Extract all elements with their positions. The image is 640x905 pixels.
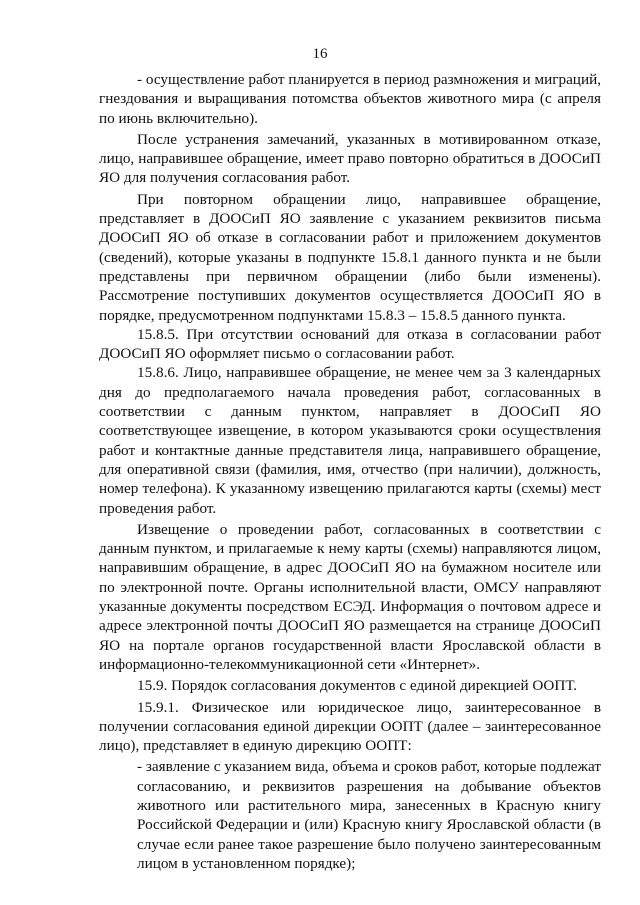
page-number: 16 [312, 46, 328, 62]
paragraph-repeat-request-right: После устранения замечаний, указанных в мотивированном отказе, лицо, направившее обращение, имеет право повторно обратиться в ДООСиП ЯО для получения согласования работ. [99, 130, 601, 187]
paragraph-notice-delivery: Извещение о проведении работ, согласованных в соответствии с данным пунктом, и прилагаемые к нему карты (схемы) направляются лицом, направившим обращение, в адрес ДООСиП ЯО на бумажном носителе или по электронной почте. Органы исполнительной власти, ОМСУ направляют указанные документы посредством ЕСЭД. Информация о почтовом адресе и адресе электронной почты ДООСиП ЯО размещается на странице ДООСиП ЯО на портале органов государственной власти Ярославской области в информационно-телекоммуникационной сети «Интернет». [99, 520, 601, 673]
document-body [99, 70, 601, 873]
paragraph-15-8-5: 15.8.5. При отсутствии оснований для отказа в согласовании работ ДООСиП ЯО оформляет письмо о согласовании работ. [99, 325, 601, 363]
paragraph-application-requirements: - заявление с указанием вида, объема и сроков работ, которые подлежат согласованию, и реквизитов разрешения на добывание объектов животного или растительного мира, занесенных в Красную книгу Российской Федерации и (или) Красную книгу Ярославской области (в случае если ранее такое разрешение было получено заинтересованным лицом в установленном порядке); [137, 758, 601, 872]
paragraph-repeat-request-procedure: При повторном обращении лицо, направившее обращение, представляет в ДООСиП ЯО заявление с указанием реквизитов письма ДООСиП ЯО об отказе в согласовании работ и приложением документов (сведений), которые указаны в подпункте 15.8.1 данного пункта и не были представлены при первичном обращении (либо были изменены). Рассмотрение поступивших документов осуществляется ДООСиП ЯО в порядке, предусмотренном подпунктами 15.8.3 – 15.8.5 данного пункта. [99, 190, 601, 324]
paragraph-15-9-1: 15.9.1. Физическое или юридическое лицо, заинтересованное в получении согласования единой дирекции ООПТ (далее – заинтересованное лицо), представляет в единую дирекцию ООПТ: [99, 698, 601, 755]
paragraph-15-8-6: 15.8.6. Лицо, направившее обращение, не менее чем за 3 календарных дня до предполагаемого начала проведения работ, согласованных в соответствии с данным пунктом, направляет в ДООСиП ЯО соответствующее извещение, в котором указываются сроки осуществления работ и контактные данные представителя лица, направившего обращение, для оперативной связи (фамилия, имя, отчество (при наличии), должность, номер телефона). К указанному извещению прилагаются карты (схемы) мест проведения работ. [99, 364, 601, 517]
paragraph-migration-period: - осуществление работ планируется в период размножения и миграций, гнездования и выращивания потомства объектов животного мира (с апреля по июнь включительно). [99, 71, 601, 127]
paragraph-15-9-heading: 15.9. Порядок согласования документов с единой дирекцией ООПТ. [137, 677, 577, 695]
